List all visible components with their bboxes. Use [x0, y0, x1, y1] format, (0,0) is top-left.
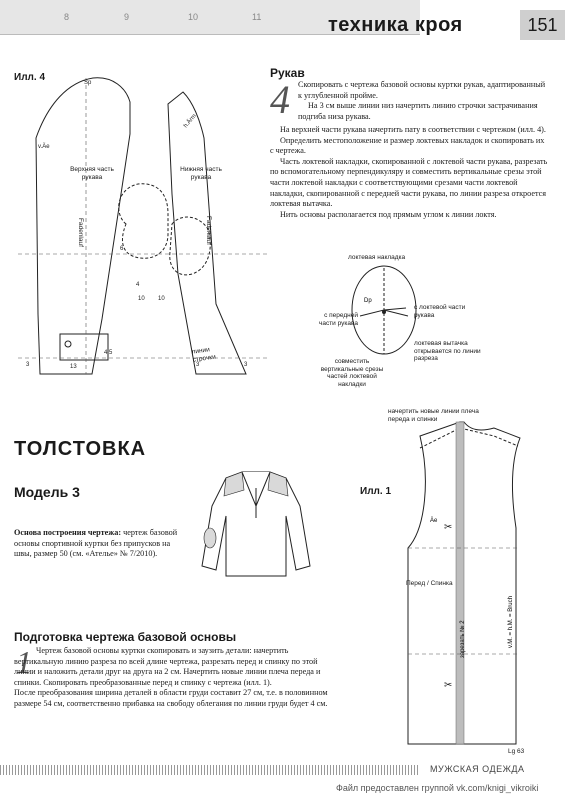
lower-sleeve-label: Нижняя часть рукава [180, 166, 222, 181]
fadenlauf-left: Fadenlauf [77, 218, 84, 247]
elbow-patch-sketch [204, 528, 216, 548]
sleeve-dropcap: 4 [270, 77, 290, 122]
prep-p2: После преобразования ширина деталей в области груди составит 27 см, т.е. в половинном размере 54 см, соответственно прибавка на свободу облегания по линии груди будет 4 см. [14, 688, 328, 708]
label-3b: 3 [196, 362, 200, 368]
label-4: 4 [136, 282, 140, 288]
ruler-number: 8 [64, 12, 70, 22]
label-13: 13 [70, 364, 77, 370]
prep-dropcap: 1 [16, 644, 32, 680]
sleeve-p5: Часть локтевой накладки, скопированной с локтевой части рукава, разрезать по вспомогательному перпендикуляру и совместить вертикальные срезы этой части локтевой накладки с соответствующими срезами части локтевой накладки, скопированной с передней части рукава, по линии разреза откроется локтевая вытачка. [270, 156, 548, 209]
elbow-dart-note: локтевая вытачка открывается по линии разреза [414, 340, 481, 362]
basis-label: Основа построения чертежа: [14, 528, 122, 537]
sleeve-p2: На 3 см выше линии низ начертить линию строчки застрачивания подгиба низа рукава. [298, 101, 538, 121]
label-harm: h.Ärm [182, 113, 198, 130]
label-3c: 3 [244, 362, 248, 368]
new-shoulder-note: начертить новые линии плеча переда и спинки [388, 408, 479, 423]
overlap-strip [456, 422, 464, 744]
elbow-patch-outline [119, 184, 168, 259]
center-note: v.M. = h.M. = Bruch [508, 596, 514, 648]
scissors-icon: ✂ [444, 522, 453, 533]
elbow-part-label: с локтевой части рукава [414, 304, 466, 319]
footer-stripes [0, 765, 420, 775]
label-sp: Sp [84, 80, 92, 86]
ruler-number: 10 [188, 12, 199, 22]
label-10b: 10 [158, 296, 165, 302]
label-3a: 3 [26, 362, 30, 368]
page-header-title: техника кроя [328, 14, 463, 36]
label-6: 6 [120, 246, 124, 252]
label-45: 4,5 [104, 350, 113, 356]
page-number: 151 [520, 10, 565, 40]
front-part-label: с передней части рукава [318, 312, 358, 327]
cut-note: зарезать № 2 [460, 620, 466, 658]
prep-paragraphs [14, 646, 330, 710]
ruler-number: 9 [124, 12, 130, 22]
sleeve-p3: На верхней части рукава начертить пату в соответствии с чертежом (илл. 4). [280, 125, 546, 134]
credit-text: Файл предоставлен группой vk.com/knigi_vikroiki [336, 783, 539, 793]
elbow-patch-title: локтевая накладка [348, 254, 406, 261]
label-ae: Äe [430, 518, 438, 524]
illustration-4-label: Илл. 4 [14, 72, 46, 83]
illustration-1-label: Илл. 1 [360, 486, 392, 497]
sleeve-paragraphs [270, 125, 548, 220]
label-vae: v.Äe [38, 144, 50, 150]
prep-section-title: Подготовка чертежа базовой основы [14, 630, 237, 644]
elbow-dp: Dp [364, 298, 372, 304]
basis-body: чертеж базовой основы спортивной куртки без припусков на швы, размер 50 (см. «Ателье» № 7/2010). [14, 528, 178, 559]
label-10a: 10 [138, 296, 145, 302]
basis-text [14, 528, 186, 560]
sleeve-p6: Нить основы располагается под прямым углом к линии локтя. [280, 209, 497, 219]
footer-section: МУЖСКАЯ ОДЕЖДА [430, 764, 525, 774]
fadenlauf-right: Fadenlauf [205, 216, 212, 245]
sleeve-section-title: Рукав [270, 66, 305, 80]
prep-p1: Чертеж базовой основы куртки скопировать и заузить детали: начертить вертикальную линию разреза по всей длине чертежа, разрезать перед и спинку по этой линии и наложить детали друг на друга на 2 см. Начертить новые линии плеча переда и спинки. Скопировать преобразованные перед и спинку с чертежа (илл. 1). [14, 646, 321, 687]
sleeve-paragraph-1 [298, 80, 548, 122]
hoodie-section-title: ТОЛСТОВКА [14, 438, 147, 460]
corner-ref: Lg 63 [508, 748, 525, 755]
combine-note: совместить вертикальные срезы частей локтевой накладки [320, 358, 384, 388]
hoodie-sketch [186, 466, 326, 586]
front-back-label: Перед / Спинка [406, 580, 453, 587]
stitch-line-label: линии строчки [191, 346, 217, 364]
model-title: Модель 3 [14, 484, 80, 500]
sleeve-p1: Скопировать с чертежа базовой основы куртки рукав, адаптированный к углубленной пройме. [298, 80, 546, 100]
button-mark [65, 341, 71, 347]
sleeve-p4: Определить местоположение и размер локтевых накладок и скопировать их с чертежа. [270, 135, 545, 156]
upper-sleeve-label: Верхняя часть рукава [70, 166, 114, 181]
ruler-number: 11 [252, 12, 262, 22]
scissors-icon: ✂ [444, 680, 453, 691]
